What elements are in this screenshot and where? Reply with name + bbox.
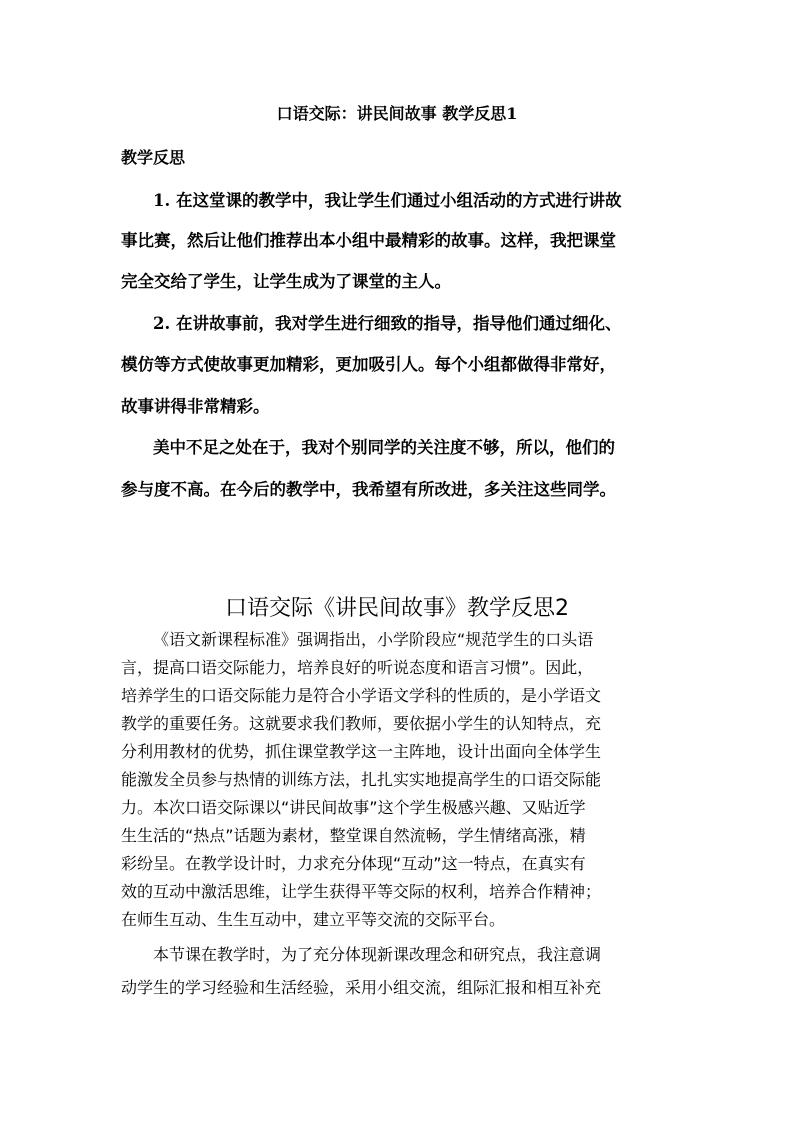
section1-paragraph-line: 美中不足之处在于，我对个别同学的关注度不够，所以，他们的: [153, 438, 615, 457]
section1-paragraph-line: 参与度不高。在今后的教学中，我希望有所改进，多关注这些同学。: [121, 480, 616, 499]
section2-paragraph-line: 效的互动中激活思维，让学生获得平等交际的权利，培养合作精神；: [121, 882, 602, 901]
section2-paragraph-line: 能激发全员参与热情的训练方法，扎扎实实地提高学生的口语交际能: [121, 770, 602, 789]
section2-paragraph-line: 在师生互动、生生互动中，建立平等交流的交际平台。: [121, 910, 506, 929]
section2-paragraph-line: 《语文新课程标准》强调指出，小学阶段应“规范学生的口头语: [153, 630, 594, 649]
section1-paragraph-line: 模仿等方式使故事更加精彩，更加吸引人。每个小组都做得非常好，: [121, 355, 616, 374]
section2-paragraph-line: 本节课在教学时，为了充分体现新课改理念和研究点，我注意调: [153, 945, 602, 964]
section1-title: 口语交际：讲民间故事 教学反思1: [276, 104, 518, 123]
section1-paragraph-line: 1. 在这堂课的教学中，我让学生们通过小组活动的方式进行讲故: [153, 191, 622, 210]
section1-paragraph-line: 完全交给了学生，让学生成为了课堂的主人。: [121, 272, 451, 291]
section1-paragraph-line: 故事讲得非常精彩。: [121, 397, 270, 416]
section2-paragraph-line: 彩纷呈。在教学设计时，力求充分体现“互动”这一特点，在真实有: [121, 854, 586, 873]
section1-paragraph-line: 事比赛，然后让他们推荐出本小组中最精彩的故事。这样，我把课堂: [121, 231, 616, 250]
section2-paragraph-line: 动学生的学习经验和生活经验，采用小组交流，组际汇报和相互补充: [121, 978, 602, 997]
section1-paragraph-line: 2. 在讲故事前，我对学生进行细致的指导，指导他们通过细化、: [153, 314, 622, 333]
section2-paragraph-line: 言，提高口语交际能力，培养良好的听说态度和语言习惯”。因此，: [121, 658, 594, 677]
section2-paragraph-line: 力。本次口语交际课以“讲民间故事”这个学生极感兴趣、又贴近学: [121, 798, 586, 817]
section2-paragraph-line: 教学的重要任务。这就要求我们教师，要依据小学生的认知特点，充: [121, 714, 602, 733]
section1-heading: 教学反思: [121, 148, 186, 167]
section2-title: 口语交际《讲民间故事》教学反思2: [225, 596, 569, 621]
section2-paragraph-line: 生生活的“热点”话题为素材，整堂课自然流畅，学生情绪高涨，精: [121, 826, 586, 845]
section2-paragraph-line: 培养学生的口语交际能力是符合小学语文学科的性质的，是小学语文: [121, 686, 602, 705]
section2-paragraph-line: 分利用教材的优势，抓住课堂教学这一主阵地，设计出面向全体学生: [121, 742, 602, 761]
